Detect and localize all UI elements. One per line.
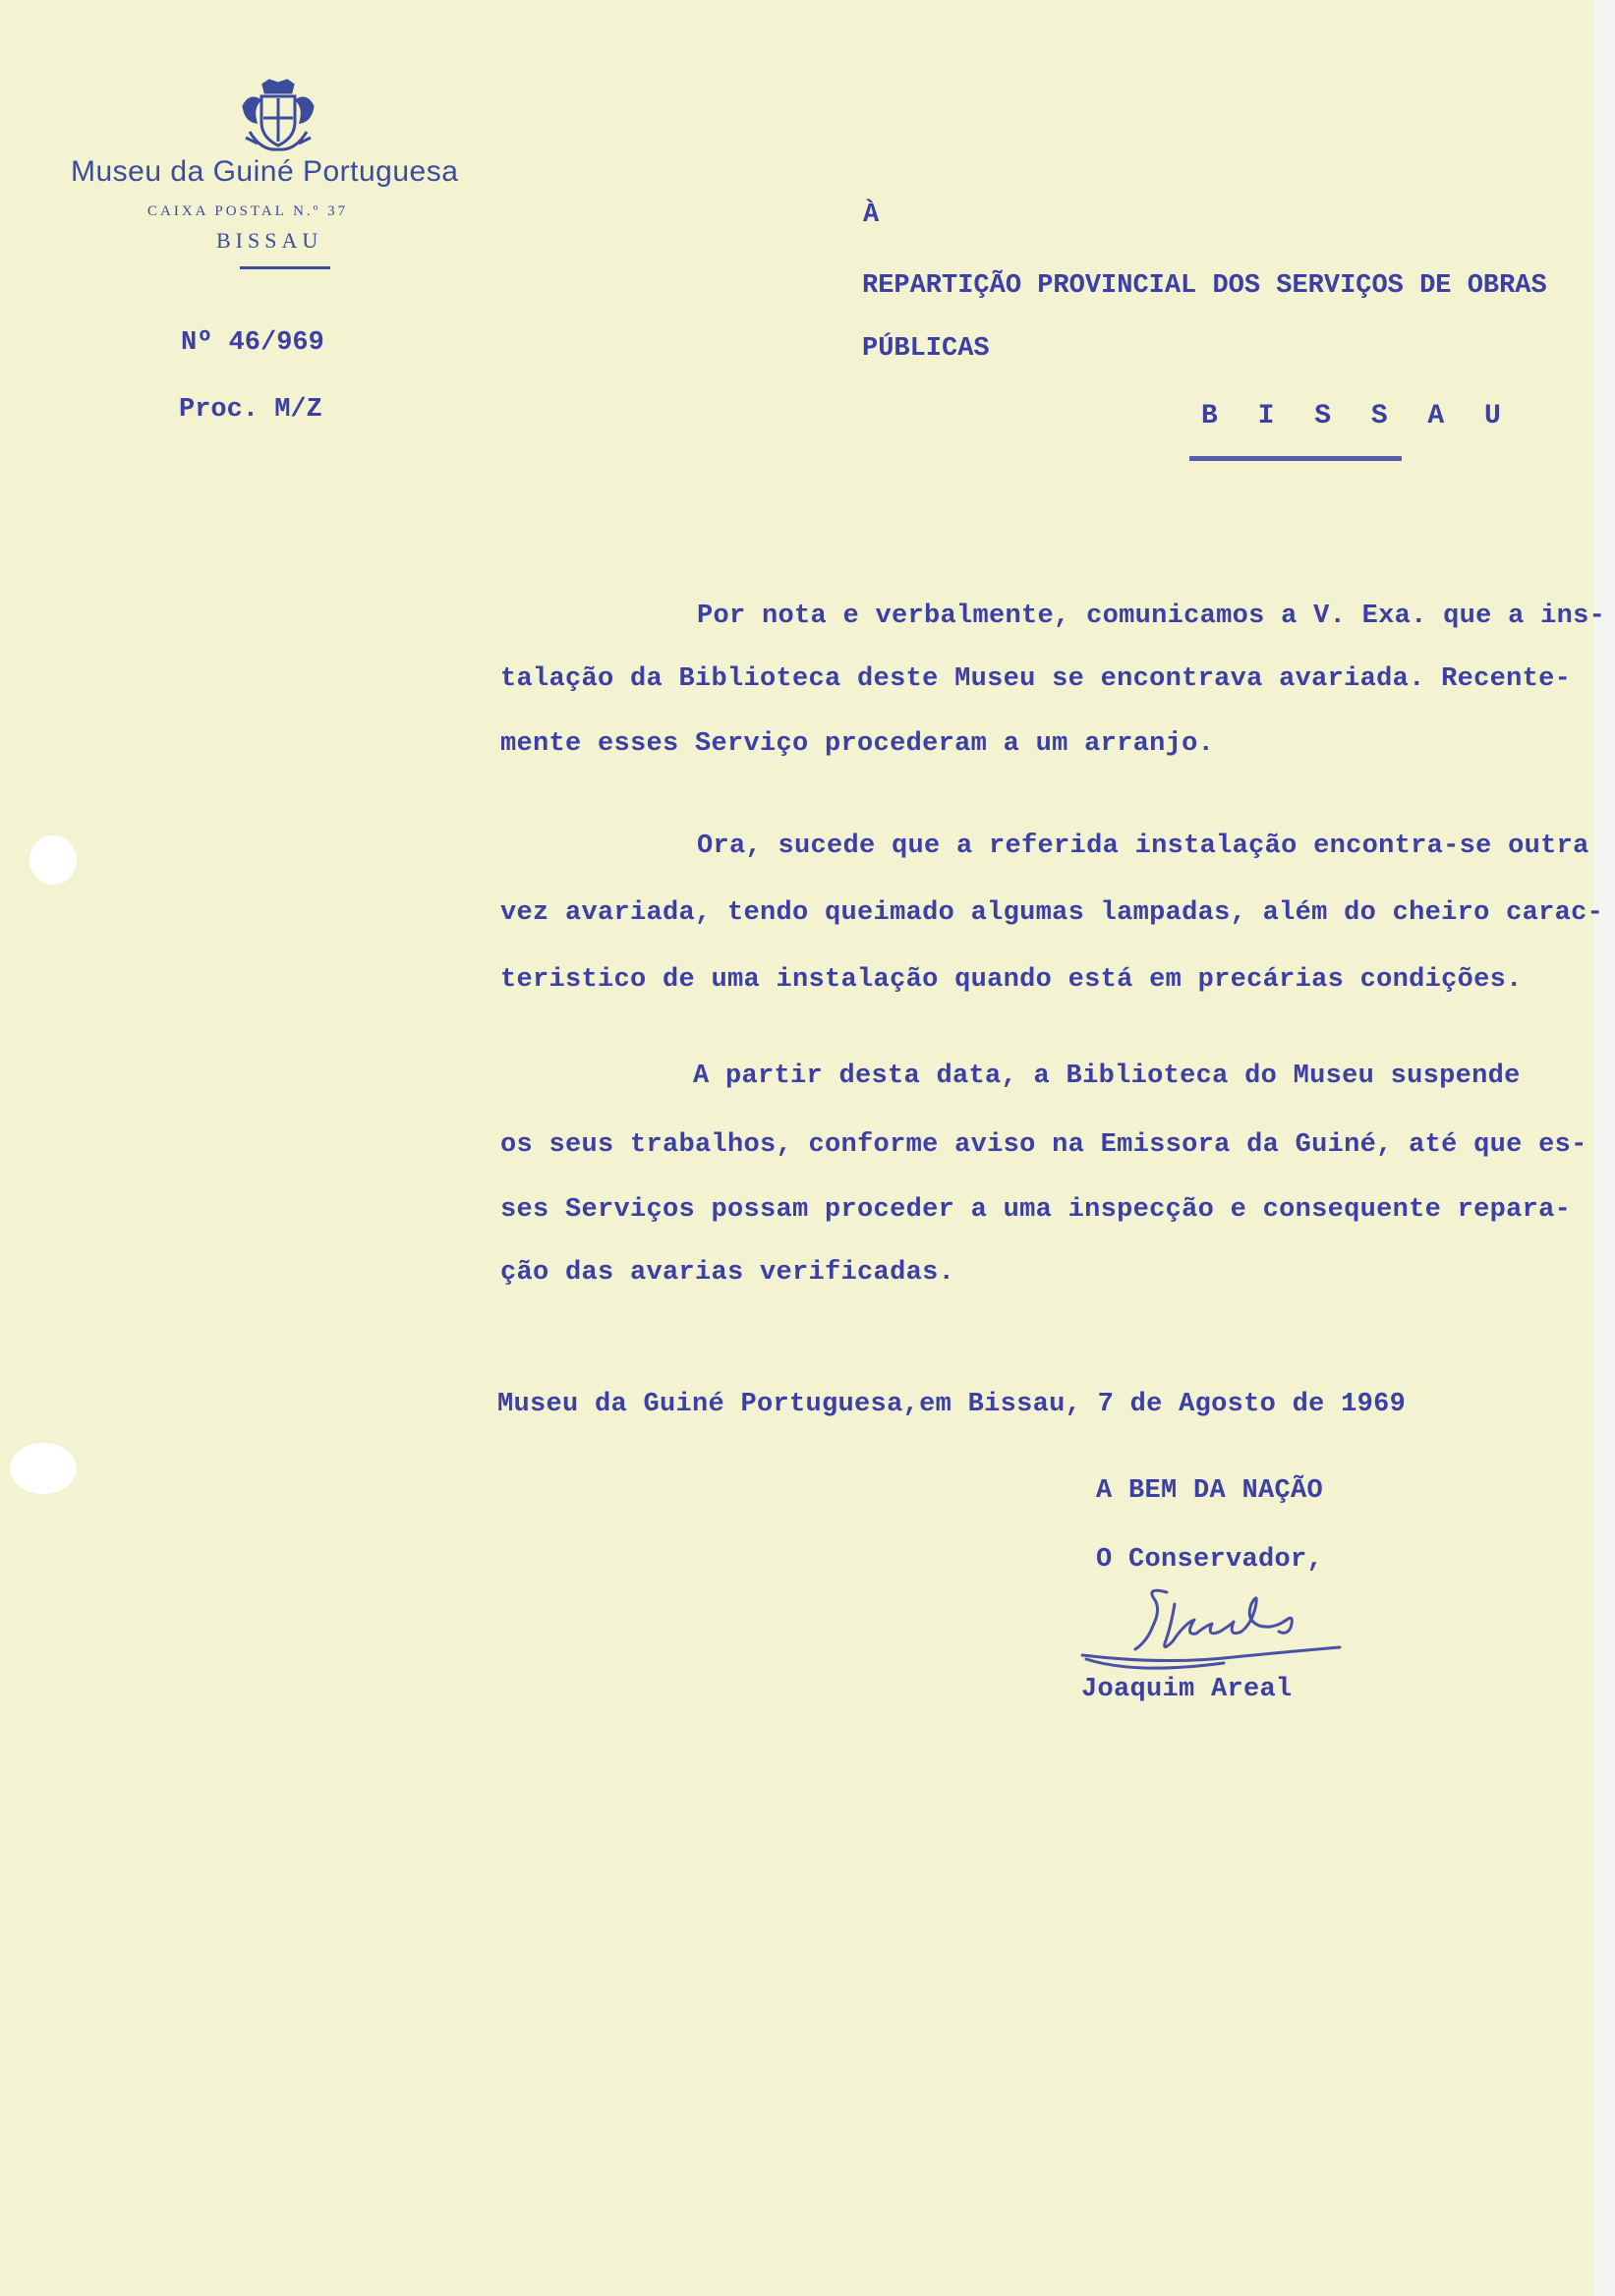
reference-number: Nº 46/969 (181, 328, 324, 358)
punch-hole-bottom (10, 1443, 77, 1494)
handwritten-signature (1076, 1580, 1361, 1675)
letterhead-divider (240, 266, 330, 269)
addressee-city: B I S S A U (1201, 401, 1513, 431)
scan-edge (1593, 0, 1615, 2296)
punch-hole-top (29, 835, 77, 885)
coat-of-arms-icon (236, 79, 320, 153)
addressee-prefix: À (863, 201, 880, 230)
body-line: ses Serviços possam proceder a uma inspecção e consequente repara- (500, 1195, 1572, 1225)
body-line: ção das avarias verificadas. (500, 1258, 955, 1288)
letterhead-postal-box: CAIXA POSTAL N.º 37 (147, 203, 349, 219)
addressee-line2: PÚBLICAS (862, 334, 990, 364)
body-line: teristico de uma instalação quando está em precárias condições. (500, 965, 1523, 995)
body-line: vez avariada, tendo queimado algumas lampadas, além do cheiro carac- (500, 898, 1604, 928)
body-line: mente esses Serviço procederam a um arranjo. (500, 729, 1215, 759)
letterhead-institution: Museu da Guiné Portuguesa (71, 155, 459, 188)
signatory-name: Joaquim Areal (1081, 1675, 1293, 1704)
reference-process: Proc. M/Z (179, 395, 322, 425)
addressee-underline (1189, 456, 1402, 461)
place-date: Museu da Guiné Portuguesa,em Bissau, 7 de Agosto de 1969 (497, 1390, 1407, 1419)
addressee-line1: REPARTIÇÃO PROVINCIAL DOS SERVIÇOS DE OBRAS (862, 271, 1547, 301)
body-line: talação da Biblioteca deste Museu se encontrava avariada. Recente- (500, 664, 1572, 694)
body-line: Por nota e verbalmente, comunicamos a V. Exa. que a ins- (697, 602, 1606, 631)
body-line: Ora, sucede que a referida instalação encontra-se outra (697, 832, 1589, 861)
body-line: os seus trabalhos, conforme aviso na Emissora da Guiné, até que es- (500, 1130, 1587, 1160)
letterhead-city: BISSAU (216, 228, 323, 253)
body-line: A partir desta data, a Biblioteca do Museu suspende (693, 1062, 1521, 1091)
closing-salutation: A BEM DA NAÇÃO (1096, 1476, 1324, 1506)
signatory-title: O Conservador, (1096, 1545, 1324, 1575)
